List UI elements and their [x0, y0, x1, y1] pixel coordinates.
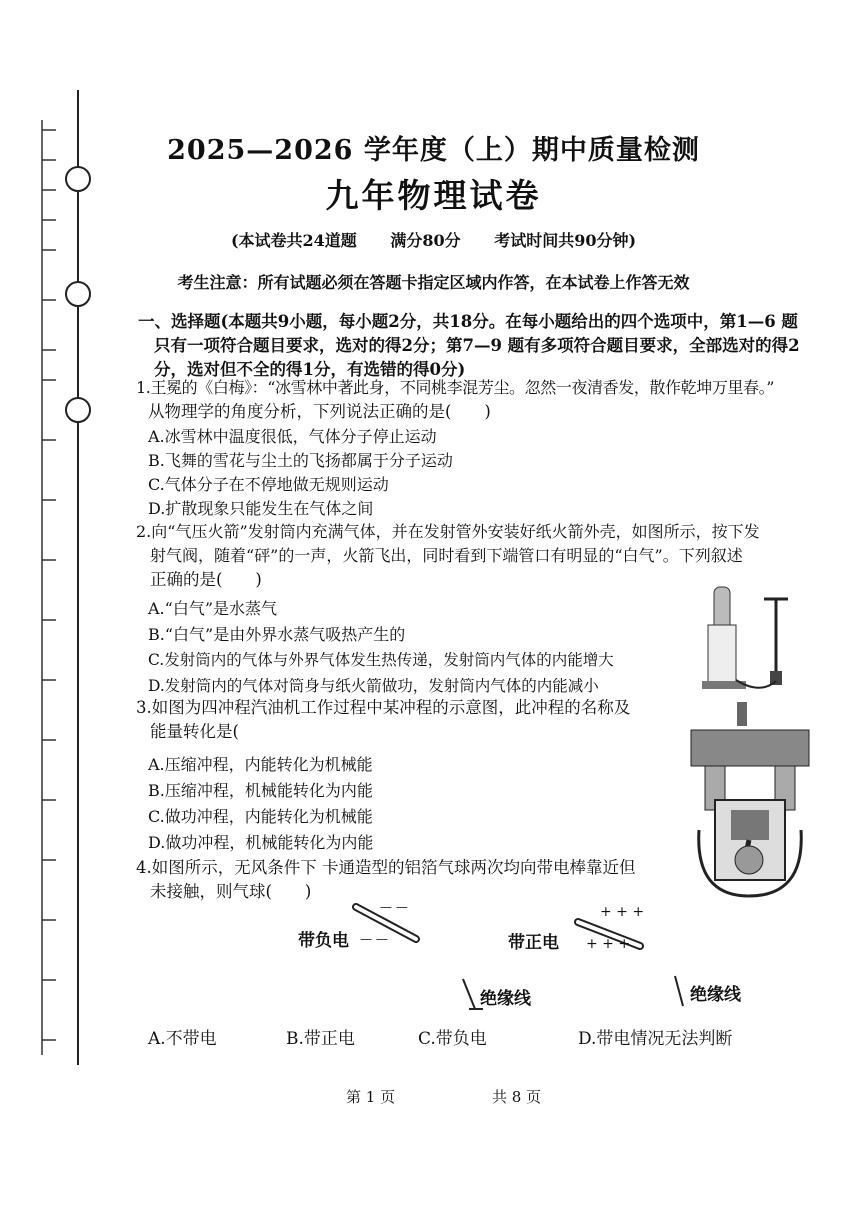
- page-number: 第 1 页: [346, 1088, 396, 1106]
- svg-text:— —: — —: [380, 900, 408, 914]
- option-c: C.做功冲程，内能转化为机械能: [148, 807, 373, 826]
- question-3: [136, 696, 676, 744]
- section-line: 分，选对但不全的得1分，有选错的得0分): [154, 360, 466, 379]
- option-a: A.“白气”是水蒸气: [148, 599, 278, 618]
- option-b: B.压缩冲程，机械能转化为内能: [148, 781, 373, 800]
- question-text: 2.向“气压火箭”发射筒内充满气体，并在发射管外安装好纸火箭外壳，如图所示，按下发: [136, 522, 760, 541]
- answer-a: A.不带电: [148, 1029, 217, 1049]
- info-score: 满分80分: [390, 231, 461, 250]
- negative-rod: [340, 895, 430, 955]
- wire-2: [665, 972, 695, 1012]
- question-1: [136, 376, 836, 424]
- label-wire-2: 绝缘线: [690, 985, 741, 1005]
- page-total: 共 8 页: [492, 1088, 542, 1106]
- section-line: 只有一项符合题目要求，选对的得2分；第7—9 题有多项符合题目要求，全部选对的得2: [154, 336, 800, 355]
- question-2: [136, 520, 836, 592]
- svg-text:+ + +: + + +: [586, 936, 631, 952]
- option-d: D.扩散现象只能发生在气体之间: [148, 499, 374, 518]
- option-a: A.冰雪林中温度很低，气体分子停止运动: [148, 427, 437, 446]
- label-negative: 带负电: [298, 931, 349, 951]
- option-c: C.发射筒内的气体与外界气体发生热传递，发射筒内气体的内能增大: [148, 651, 614, 669]
- option-d: D.做功冲程，机械能转化为内能: [148, 833, 374, 852]
- option-c: C.气体分子在不停地做无规则运动: [148, 475, 389, 494]
- question-text: 能量转化是(: [150, 722, 239, 741]
- exam-info: [0, 228, 867, 251]
- info-time: 考试时间共90分钟): [494, 231, 637, 250]
- option-b: B.飞舞的雪花与尘土的飞扬都属于分子运动: [148, 451, 453, 470]
- option-d: D.发射筒内的气体对筒身与纸火箭做功，发射筒内气体的内能减小: [148, 677, 599, 695]
- info-count: (本试卷共24道题: [230, 231, 357, 250]
- exam-subtitle: 九年物理试卷: [325, 176, 542, 215]
- binding-hole: [65, 397, 91, 423]
- question-text: 1.王冕的《白梅》：“冰雪林中著此身，不同桃李混芳尘。忽然一夜清香发，散作乾坤万里春。”: [136, 378, 775, 397]
- question-text: 4.如图所示，无风条件下 卡通造型的铝箔气球两次均向带电棒靠近但: [136, 858, 636, 877]
- exam-title: 2025—2026 学年度（上）期中质量检测: [167, 135, 700, 166]
- question-text: 3.如图为四冲程汽油机工作过程中某冲程的示意图，此冲程的名称及: [136, 698, 631, 717]
- option-b: B.“白气”是由外界水蒸气吸热产生的: [148, 625, 406, 644]
- answer-b: B.带正电: [286, 1029, 355, 1049]
- margin-ticks: [28, 120, 58, 1060]
- section-line: 一、选择题(本题共9小题，每小题2分，共18分。在每小题给出的四个选项中，第1—6 题: [138, 312, 798, 331]
- option-a: A.压缩冲程，内能转化为机械能: [148, 755, 373, 774]
- answer-c: C.带负电: [418, 1029, 487, 1049]
- rocket-figure: [700, 585, 825, 700]
- exam-notice: 考生注意：所有试题必须在答题卡指定区域内作答，在本试卷上作答无效: [177, 273, 690, 292]
- label-wire-1: 绝缘线: [480, 989, 531, 1009]
- question-text: 未接触，则气球( ): [150, 882, 312, 901]
- svg-text:+ + +: + + +: [600, 904, 645, 920]
- section-heading: [138, 310, 828, 382]
- wire-1: [455, 975, 485, 1015]
- positive-rod: [570, 898, 660, 958]
- question-text: 正确的是( ): [150, 570, 262, 589]
- question-text: 从物理学的角度分析，下列说法正确的是( ): [148, 402, 491, 421]
- question-text: 射气阀，随着“砰”的一声，火箭飞出，同时看到下端管口有明显的“白气”。下列叙述: [150, 546, 743, 565]
- engine-figure: [685, 700, 815, 900]
- svg-text:— —: — —: [360, 932, 388, 946]
- answer-d: D.带电情况无法判断: [578, 1029, 733, 1049]
- label-positive: 带正电: [508, 933, 559, 953]
